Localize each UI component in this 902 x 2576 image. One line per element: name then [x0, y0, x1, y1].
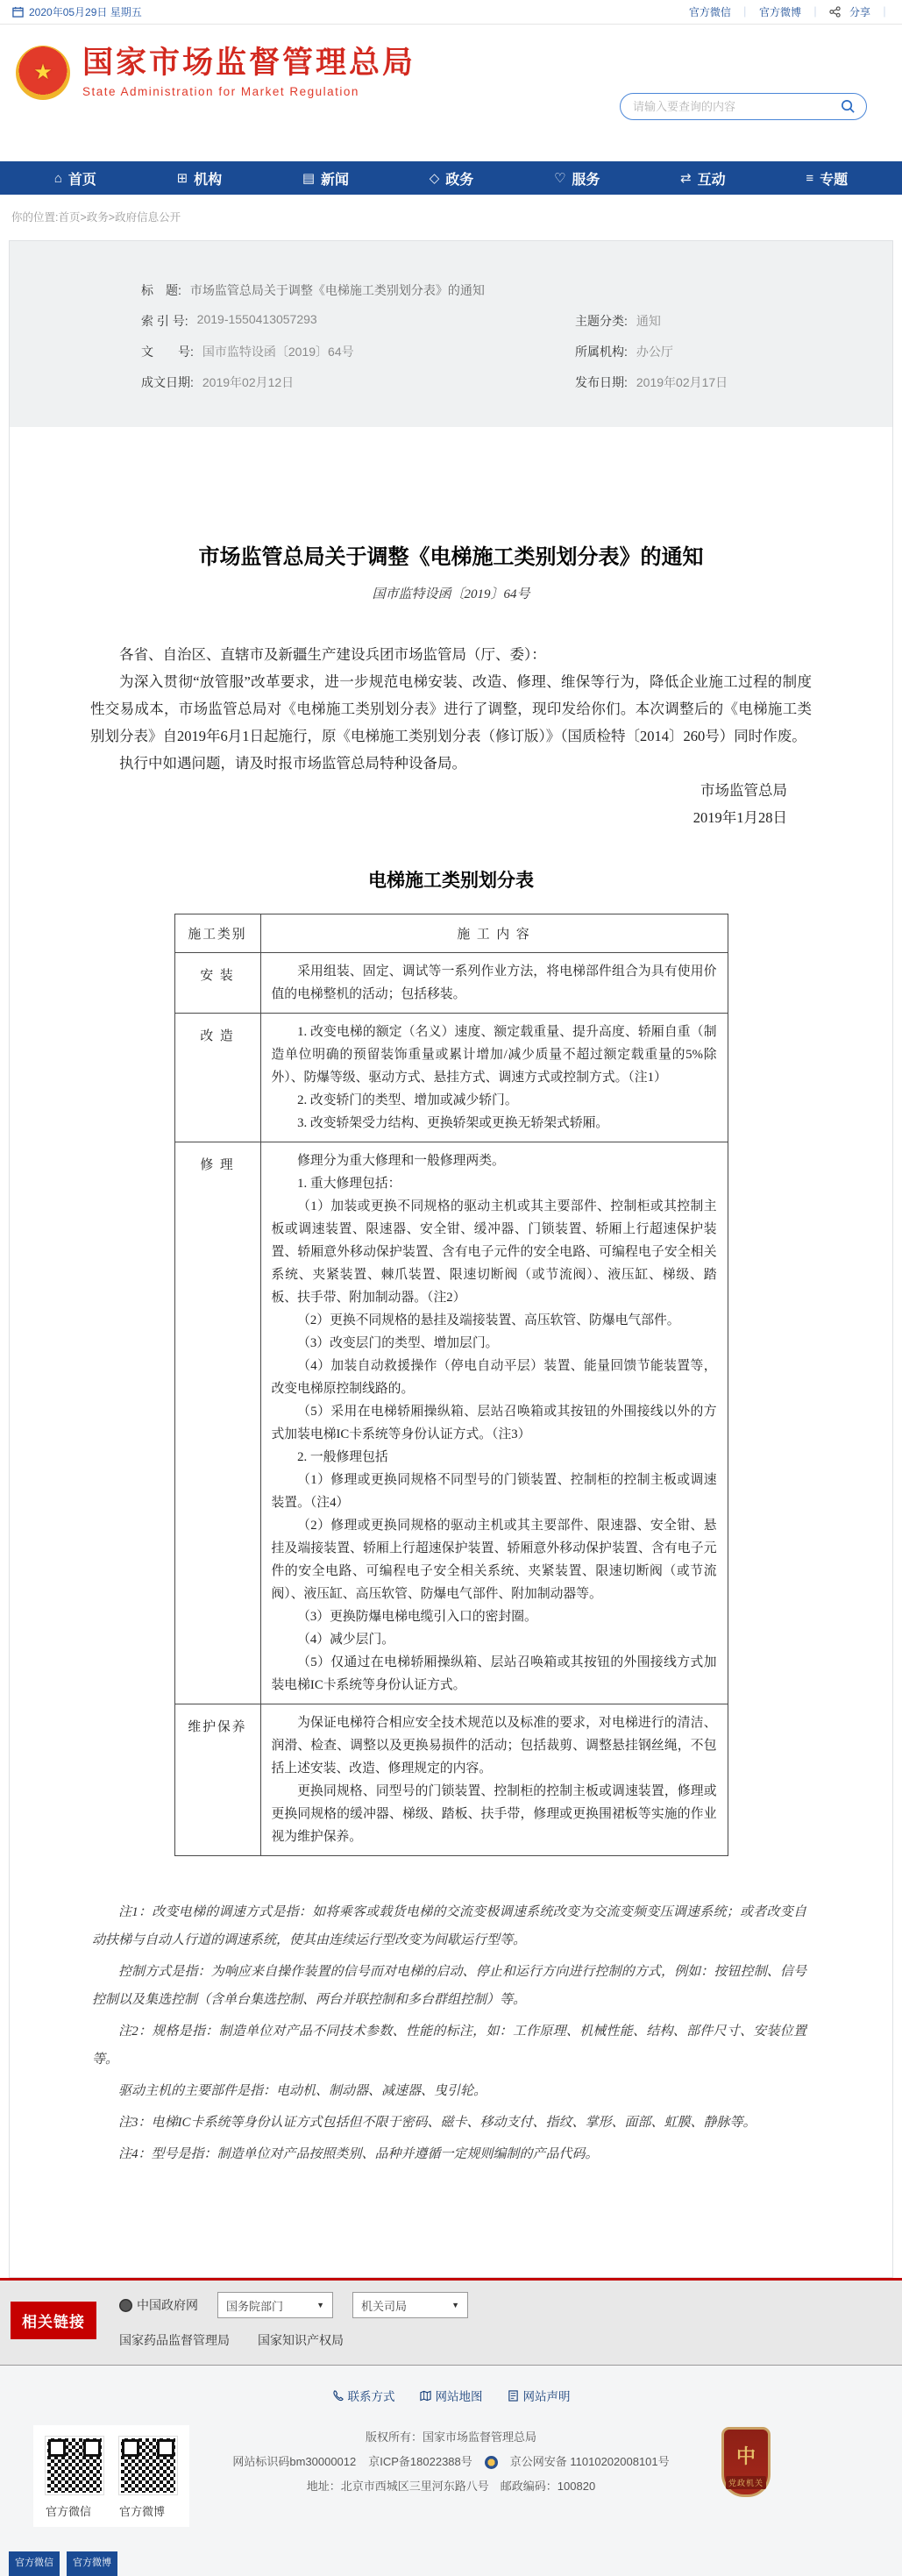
- nav-item-service[interactable]: [554, 168, 600, 189]
- wechat-qr: [46, 2437, 103, 2519]
- icp-number[interactable]: 京ICP备18022388号: [368, 2455, 472, 2468]
- signoff-date: 2019年1月28日: [692, 809, 787, 826]
- nav-label: 互动: [697, 172, 726, 188]
- meta-title: [141, 281, 485, 299]
- search-input[interactable]: [631, 99, 835, 114]
- row-category: 维护保养: [174, 1704, 260, 1856]
- related-links-badge: 相关链接: [11, 2302, 96, 2339]
- content-panel: [9, 240, 893, 2278]
- wechat-link[interactable]: 官方微信: [688, 6, 731, 18]
- share-link[interactable]: 分享: [849, 6, 870, 18]
- cell-paragraph: 2. 改变轿门的类型、增加或减少轿门。: [297, 1093, 518, 1107]
- chevron-down-icon: ▼: [316, 2301, 324, 2309]
- nav-item-news[interactable]: [302, 168, 349, 189]
- cell-paragraph: 采用组装、固定、调试等一系列作业方法，将电梯部件组合为具有使用价值的电梯整机的活动；包括移装。: [271, 964, 717, 1001]
- paragraph: 执行中如遇问题，请及时报市场监管总局特种设备局。: [119, 755, 466, 772]
- document-paragraphs: [90, 641, 812, 777]
- cell-paragraph: （2）修理或更换同规格的驱动主机或其主要部件、限速器、安全钳、悬挂及端接装置、轿厢上行超速保护装置、轿厢意外移动保护装置、含有电子元件的安全电路、可编程电子安全相关系统、夹紧装置、限速切断阀（或节流阀）、液压缸、高压软管、防爆电气部件、附加制动器等。: [271, 1519, 717, 1601]
- org-chart-icon: ⊞: [176, 171, 188, 186]
- nav-item-gov[interactable]: [430, 168, 474, 189]
- meta-docnum-value: 国市监特设函〔2019〕64号: [202, 345, 354, 359]
- float-wechat-button[interactable]: 官方微信: [9, 2551, 60, 2576]
- police-number[interactable]: 京公网安备 11010202008101号: [509, 2455, 670, 2468]
- home-icon: ⌂: [53, 170, 62, 186]
- document-notes: [90, 1898, 812, 2277]
- national-emblem-icon: [16, 46, 70, 100]
- contact-link[interactable]: 联系方式: [332, 2387, 395, 2404]
- copyright-line: 版权所有：国家市场监督管理总局: [365, 2430, 536, 2444]
- meta-published-value: 2019年02月17日: [636, 375, 728, 389]
- departments-select[interactable]: 机关司局 ▼: [352, 2292, 468, 2318]
- meta-category-value: 通知: [636, 314, 661, 328]
- related-links-band: [0, 2278, 902, 2366]
- meta-index-value: 2019-1550413057293: [196, 312, 317, 326]
- arrows-icon: ⇄: [680, 171, 692, 186]
- heart-icon: ♡: [553, 171, 566, 186]
- meta-agency: 所属机构: 办公厅: [575, 345, 673, 359]
- breadcrumb[interactable]: 你的位置:首页>政务>政府信息公开: [11, 211, 181, 224]
- row-content: [260, 1704, 728, 1856]
- emblem-icon: [119, 2299, 132, 2312]
- paragraph: 各省、自治区、直辖市及新疆生产建设兵团市场监管局（厅、委）：: [119, 646, 546, 663]
- signoff-org: 市场监管总局: [700, 782, 787, 799]
- qr-label: 官方微信: [46, 2505, 92, 2518]
- qr-panel: [33, 2425, 189, 2527]
- table-title: 电梯施工类别划分表: [368, 870, 534, 891]
- cell-paragraph: （4）加装自动救援操作（停电自动平层）装置、能量回馈节能装置等，改变电梯原控制线路的。: [271, 1359, 717, 1396]
- map-icon: [420, 2390, 431, 2402]
- meta-written-value: 2019年02月12日: [202, 375, 295, 389]
- cell-paragraph: （3）更换防爆电梯电缆引入口的密封圈。: [297, 1610, 537, 1624]
- police-badge-icon: [485, 2456, 498, 2469]
- nav-label: 首页: [67, 172, 96, 188]
- address-line: 地址：北京市西城区三里河东路八号 邮政编码：100820: [306, 2480, 596, 2493]
- qr-code-image: [119, 2437, 177, 2494]
- row-content: [260, 1142, 728, 1704]
- nav-item-topics[interactable]: [806, 168, 848, 189]
- related-link-nmpa[interactable]: 国家药品监督管理局: [119, 2333, 230, 2347]
- table-row: [174, 1142, 728, 1704]
- signoff: [90, 777, 812, 831]
- nav-item-org[interactable]: [177, 168, 223, 189]
- org-name-en: State Administration for Market Regulation: [82, 85, 359, 99]
- weibo-link[interactable]: 官方微博: [758, 6, 801, 18]
- org-name-cn: 国家市场监督管理总局: [82, 46, 416, 80]
- note: 控制方式是指：为响应来自操作装置的信号而对电梯的启动、停止和运行方向进行控制的方式，例如：按钮控制、信号控制以及集选控制（含单台集选控制、两台并联控制和多台群组控制）等。: [92, 1965, 806, 2007]
- note: 注2：规格是指：制造单位对产品不同技术参数、性能的标注，如：工作原理、机械性能、结构、部件尺寸、安装位置等。: [92, 2025, 806, 2067]
- site-code: 网站标识码bm30000012: [232, 2455, 357, 2468]
- table-row: [174, 1014, 728, 1142]
- statement-link[interactable]: 网站声明: [508, 2387, 571, 2404]
- related-link-cnipa[interactable]: 国家知识产权局: [258, 2333, 344, 2347]
- qr-label: 官方微博: [119, 2505, 166, 2518]
- document-title: 市场监管总局关于调整《电梯施工类别划分表》的通知: [198, 546, 704, 569]
- divider: ｜: [878, 6, 890, 18]
- weibo-qr: [119, 2437, 177, 2519]
- meta-agency-value: 办公厅: [636, 345, 673, 359]
- nav-item-home[interactable]: [54, 168, 96, 189]
- table-row: [174, 953, 728, 1014]
- cell-paragraph: 为保证电梯符合相应安全技术规范以及标准的要求，对电梯进行的清洁、润滑、检查、调整以及更换易损件的活动；包括裁剪、调整悬挂钢丝绳，不包括上述安装、改造、修理规定的内容。: [271, 1716, 717, 1775]
- meta-written-date: 成文日期: 2019年02月12日: [141, 375, 295, 389]
- qr-code-image: [46, 2437, 103, 2494]
- document: [10, 427, 892, 2277]
- meta-published-date: 发布日期: 2019年02月17日: [575, 375, 728, 389]
- search-box: [620, 93, 867, 120]
- row-category: 改 造: [174, 1014, 260, 1142]
- cell-paragraph: 更换同规格、同型号的门锁装置、控制柜的控制主板或调速装置，修理或更换同规格的缓冲器、梯级、踏板、扶手带，修理或更换围裙板等实施的作业视为维护保养。: [271, 1784, 717, 1844]
- cell-paragraph: （3）改变层门的类型、增加层门。: [297, 1336, 499, 1350]
- nav-label: 机构: [194, 172, 223, 188]
- cell-paragraph: 修理分为重大修理和一般修理两类。: [297, 1154, 505, 1168]
- list-icon: ≡: [806, 170, 814, 186]
- nav-label: 服务: [572, 172, 600, 188]
- chevron-down-icon: ▼: [451, 2301, 459, 2309]
- site-logo[interactable]: [16, 46, 415, 100]
- topbar: [0, 0, 902, 25]
- state-council-select[interactable]: 国务院部门 ▼: [217, 2292, 333, 2318]
- cell-paragraph: （4）减少层门。: [297, 1633, 395, 1647]
- nav-item-interact[interactable]: [680, 168, 726, 189]
- phone-icon: [332, 2390, 344, 2402]
- search-icon[interactable]: [841, 99, 856, 114]
- cell-paragraph: （5）仅通过在电梯轿厢操纵箱、层站召唤箱或其按钮的外围接线方式加装电梯IC卡系统等身份认证方式。: [271, 1655, 717, 1692]
- row-content: [260, 953, 728, 1014]
- row-category: 修 理: [174, 1142, 260, 1704]
- org-names: [82, 46, 415, 98]
- news-icon: ▤: [302, 171, 316, 186]
- row-category: 安 装: [174, 953, 260, 1014]
- row-content: [260, 1014, 728, 1142]
- party-gov-badge: [721, 2427, 771, 2497]
- doc-metadata: [10, 241, 892, 427]
- col-header-category: 施工类别: [174, 914, 260, 953]
- classification-table: [174, 914, 728, 1856]
- badge-symbol: 中: [735, 2445, 756, 2467]
- related-row-1: [119, 2289, 902, 2321]
- float-weibo-button[interactable]: 官方微博: [67, 2551, 117, 2576]
- divider: ｜: [739, 6, 750, 18]
- note: 驱动主机的主要部件是指：电动机、制动器、减速器、曳引轮。: [118, 2084, 487, 2098]
- meta-index: 索 引 号: 2019-1550413057293: [141, 312, 317, 328]
- meta-title-value: 市场监管总局关于调整《电梯施工类别划分表》的通知: [189, 283, 485, 297]
- cell-paragraph: （5）采用在电梯轿厢操纵箱、层站召唤箱或其按钮的外围接线以外的方式加装电梯IC卡系统等身份认证方式。（注3）: [271, 1405, 717, 1441]
- document-number: 国市监特设函〔2019〕64号: [372, 587, 530, 601]
- cell-paragraph: 1. 重大修理包括：: [297, 1177, 401, 1191]
- gov-website-link[interactable]: 中国政府网: [119, 2296, 198, 2314]
- col-header-content: 施 工 内 容: [260, 914, 728, 953]
- related-row-2: [119, 2328, 902, 2352]
- topbar-links: [689, 4, 890, 19]
- cell-paragraph: （2）更换不同规格的悬挂及端接装置、高压软管、防爆电气部件。: [297, 1313, 680, 1327]
- current-date: 2020年05月29日 星期五: [29, 6, 142, 18]
- divider: ｜: [809, 6, 820, 18]
- calendar-icon: [12, 6, 24, 18]
- nav-label: 政务: [445, 172, 474, 188]
- date-display: [12, 4, 142, 19]
- meta-docnum: 文 号: 国市监特设函〔2019〕64号: [141, 345, 354, 359]
- document-icon: [508, 2390, 519, 2402]
- share-icon[interactable]: [829, 6, 841, 18]
- table-header-row: [174, 914, 728, 953]
- note: 注4：型号是指：制造单位对产品按照类别、品种并遵循一定规则编制的产品代码。: [118, 2147, 599, 2161]
- shield-icon: ◇: [429, 171, 440, 186]
- main-nav: [0, 161, 902, 195]
- note: 注3：电梯IC卡系统等身份认证方式包括但不限于密码、磁卡、移动支付、指纹、掌形、面部、虹膜、静脉等。: [118, 2116, 756, 2130]
- floating-social-tags: [9, 2551, 117, 2576]
- cell-paragraph: 2. 一般修理包括: [297, 1450, 388, 1464]
- cell-paragraph: （1）加装或更换不同规格的驱动主机或其主要部件、控制柜或其控制主板或调速装置、限速器、安全钳、缓冲器、门锁装置、轿厢上行超速保护装置、轿厢意外移动保护装置、含有电子元件的安全电路、可编程电子安全相关系统、夹紧装置、棘爪装置、限速切断阀（或节流阀）、液压缸、梯级、踏板、扶手带、附加制动器。（注2）: [271, 1199, 717, 1305]
- footer-links: [0, 2387, 902, 2404]
- sitemap-link[interactable]: 网站地图: [420, 2387, 483, 2404]
- meta-title-label: 标 题:: [141, 283, 181, 297]
- badge-label: 党政机关: [726, 2476, 766, 2489]
- cell-paragraph: 1. 改变电梯的额定（名义）速度、额定载重量、提升高度、轿厢自重（制造单位明确的预留装饰重量或累计增加/减少质量不超过额定载重量的5%除外）、防爆等级、驱动方式、悬挂方式、调速方式或控制方式。（注1）: [271, 1025, 717, 1085]
- cell-paragraph: 3. 改变轿架受力结构、更换轿架或更换无轿架式轿厢。: [297, 1116, 609, 1130]
- cell-paragraph: （1）修理或更换同规格不同型号的门锁装置、控制柜的控制主板或调速装置。（注4）: [271, 1473, 717, 1510]
- nav-label: 新闻: [321, 172, 350, 188]
- paragraph: 为深入贯彻“放管服”改革要求，进一步规范电梯安装、改造、修理、维保等行为，降低企业施工过程的制度性交易成本，市场监管总局对《电梯施工类别划分表》进行了调整，现印发给你们。本次调整后的《电梯施工类别划分表》自2019年6月1日起施行，原《电梯施工类别划分表（修订版）》（国质检特〔2014〕260号）同时作废。: [90, 673, 812, 744]
- meta-category: 主题分类: 通知: [575, 314, 661, 328]
- site-header: [0, 25, 902, 161]
- table-row: [174, 1704, 728, 1856]
- site-footer: [0, 2366, 902, 2576]
- footer-main: [0, 2425, 902, 2518]
- nav-label: 专题: [820, 172, 849, 188]
- note: 注1：改变电梯的调速方式是指：如将乘客或载货电梯的交流变极调速系统改变为交流变频变压调速系统；或者改变自动扶梯与自动人行道的调速系统，使其由连续运行型改变为间歇运行型等。: [92, 1905, 806, 1947]
